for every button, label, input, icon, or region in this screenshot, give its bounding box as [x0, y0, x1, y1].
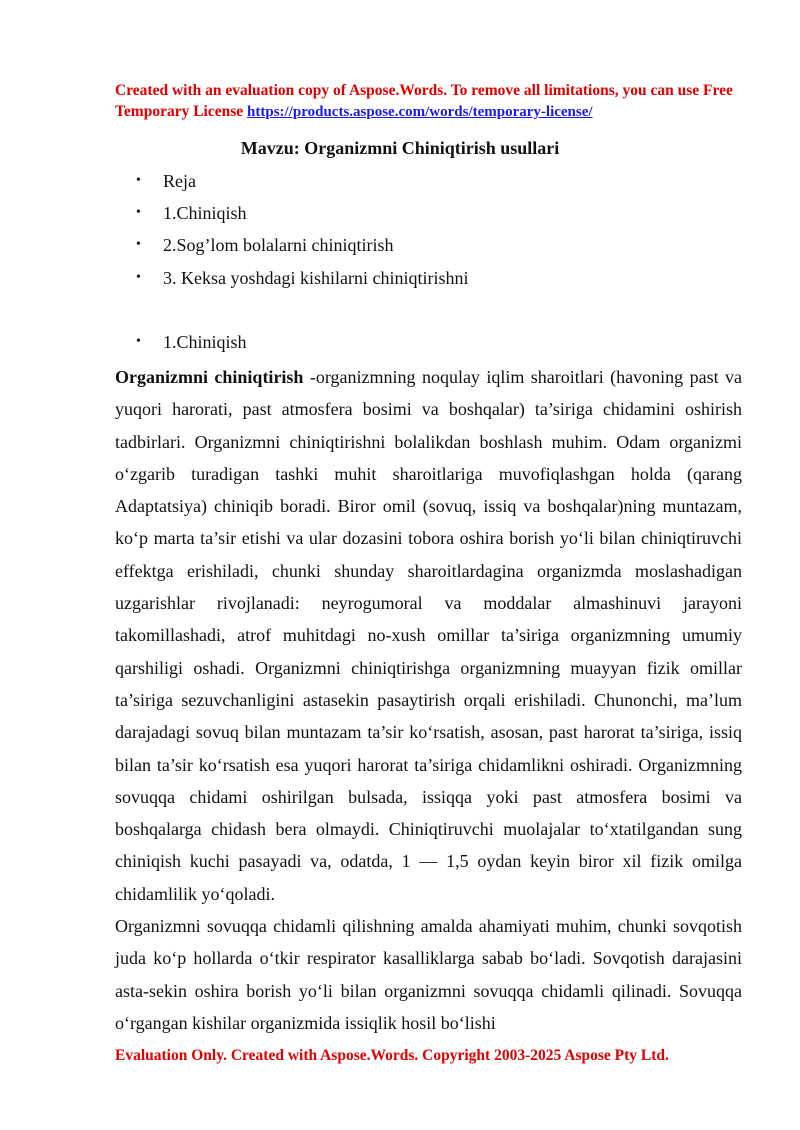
paragraph-1-text: -organizmning noqulay iqlim sharoitlari (havoning past va yuqori harorati, past atmosfera bosimi va boshqalar) ta’siriga chidamini oshirish tadbirlari. Organizmni chiniqtirishni bolalikdan boshlash muhim. Odam organizmi o‘zgarib turadigan tashki muhit sharoitlariga muvofiqlashgan holda (qarang Adaptatsiya) chiniqib boradi. Biror omil (sovuq, issiq va boshqalar)ning muntazam, ko‘p marta ta’sir etishi va ular dozasini tobora oshira borish yo‘li bilan chiniqtiruvchi effektga erishiladi, chunki shunday sharoitlardagina organizmda moslashadigan uzgarishlar rivojlanadi: neyrogumoral va moddalar almashinuvi jarayoni takomillashadi, atrof muhitdagi no-xush omillar ta’siriga organizmning umumiy qarshiligi oshadi. Organizmni chiniqtirishga organizmning muayyan fizik omillar ta’siriga sezuvchanligini astasekin pasaytirish orqali erishiladi. Chunonchi, ma’lum darajadagi sovuq bilan muntazam ta’sir ko‘rsatish, asosan, past harorat ta’siriga, issiq bilan ta’sir ko‘rsatish esa yuqori harorat ta’siriga chidamlikni oshiradi. Organizmning sovuqqa chidami oshirilgan bulsada, issiqqa yoki past atmosfera bosimi va boshqalarga chidash bera olmaydi. Chiniqtiruvchi muolajalar to‘xtatilgandan sung chiniqish kuchi pasayadi va, odatda, 1 — 1,5 oydan keyin biror xil fizik omilga chidamlilik yo‘qoladi.	[115, 367, 742, 904]
footer-notice: Evaluation Only. Created with Aspose.Words. Copyright 2003-2025 Aspose Pty Ltd.	[115, 1047, 669, 1064]
bullet-icon: •	[136, 173, 141, 188]
temporary-license-link[interactable]: https://products.aspose.com/words/temporary-license/	[247, 104, 593, 120]
paragraph-2: Organizmni sovuqqa chidamli qilishning amalda ahamiyati muhim, chunki sovqotish juda ko‘p hollarda o‘tkir respirator kasalliklarga sabab bo‘ladi. Sovqotish darajasini asta-sekin oshira borish yo‘li bilan organizmni sovuqqa chidamli qilinadi. Sovuqqa o‘rgangan kishilar organizmida issiqlik hosil bo‘lishi	[115, 916, 742, 1033]
defined-term: Organizmni chiniqtirish	[115, 367, 304, 387]
plan-item-label: Reja	[163, 171, 196, 191]
evaluation-notice-text: Created with an evaluation copy of Aspose.Words. To remove all limitations, you can use Free Temporary License	[115, 82, 733, 120]
bullet-icon: •	[136, 334, 141, 349]
body-text	[115, 361, 742, 1039]
paragraph-1	[115, 361, 742, 910]
bullet-icon: •	[136, 205, 141, 220]
section-heading-label: 1.Chiniqish	[163, 332, 247, 352]
plan-item-label: 2.Sog’lom bolalarni chiniqtirish	[163, 235, 394, 255]
plan-item-label: 1.Chiniqish	[163, 203, 247, 223]
document-title: Mavzu: Organizmni Chiniqtirish usullari	[240, 138, 560, 158]
evaluation-notice	[115, 80, 745, 123]
plan-item-label: 3. Keksa yoshdagi kishilarni chiniqtirishni	[163, 268, 469, 288]
bullet-icon: •	[136, 237, 141, 252]
bullet-icon: •	[136, 270, 141, 285]
